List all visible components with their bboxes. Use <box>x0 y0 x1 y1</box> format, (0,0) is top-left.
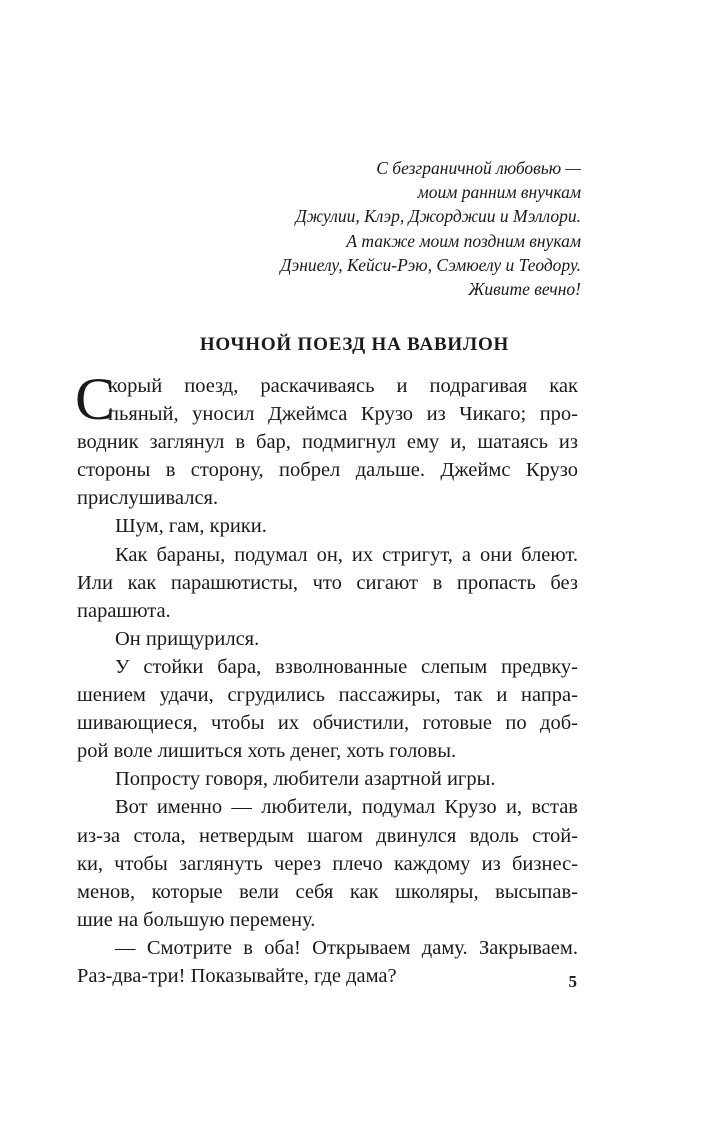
text-line: Раз-два-три! Показывайте, где дама? <box>77 964 397 987</box>
text-line: водник заглянул в бар, подмигнул ему и, шатаясь из <box>77 431 578 454</box>
text-line: Вот именно — любители, подумал Крузо и, встав <box>115 796 578 819</box>
text-line: Шум, гам, крики. <box>115 515 267 538</box>
epigraph-line: Живите вечно! <box>468 279 581 300</box>
chapter-body <box>75 366 578 990</box>
text-line: рой воле лишиться хоть денег, хоть головы. <box>77 740 457 763</box>
text-line: Или как парашютисты, что сигают в пропасть без <box>77 571 578 594</box>
epigraph-line: Джулии, Клэр, Джорджии и Мэллори. <box>295 206 581 227</box>
epigraph-line: моим ранним внучкам <box>417 182 581 203</box>
epigraph-line: А также моим поздним внукам <box>346 230 581 251</box>
page-number: 5 <box>568 972 577 991</box>
epigraph-line: С безграничной любовью — <box>376 158 581 178</box>
text-line: стороны в сторону, побрел дальше. Джеймс Крузо <box>77 459 578 482</box>
text-line: — Смотрите в оба! Открываем даму. Закрываем. <box>115 936 578 959</box>
epigraph <box>280 156 581 301</box>
text-line: шением удачи, сгрудились пассажиры, так и напра- <box>77 684 578 707</box>
text-line: Как бараны, подумал он, их стригут, а они блеют. <box>115 543 578 566</box>
text-line: менов, которые вели себя как школяры, высыпав- <box>77 880 578 903</box>
text-line: шивающиеся, чтобы их обчистили, готовые по доб- <box>77 712 578 735</box>
chapter-title: НОЧНОЙ ПОЕЗД НА ВАВИЛОН <box>199 334 510 355</box>
text-line: У стойки бара, взволнованные слепым предвку- <box>115 655 578 678</box>
text-line: парашюта. <box>77 599 171 622</box>
text-line: ки, чтобы заглянуть через плечо каждому из бизнес- <box>77 852 578 875</box>
drop-cap: С <box>75 366 116 432</box>
text-line: прислушивался. <box>77 487 219 510</box>
text-line: Он прищурился. <box>115 627 260 650</box>
text-line: корый поезд, раскачиваясь и подрагивая как <box>108 375 578 397</box>
epigraph-line: Дэниелу, Кейси-Рэю, Сэмюелу и Теодору. <box>280 254 581 275</box>
text-line: из-за стола, нетвердым шагом двинулся вдоль стой- <box>77 824 578 847</box>
text-line: Попросту говоря, любители азартной игры. <box>115 768 496 791</box>
text-line: шие на большую перемену. <box>77 908 316 931</box>
text-line: пьяный, уносил Джеймса Крузо из Чикаго; про- <box>108 403 578 426</box>
